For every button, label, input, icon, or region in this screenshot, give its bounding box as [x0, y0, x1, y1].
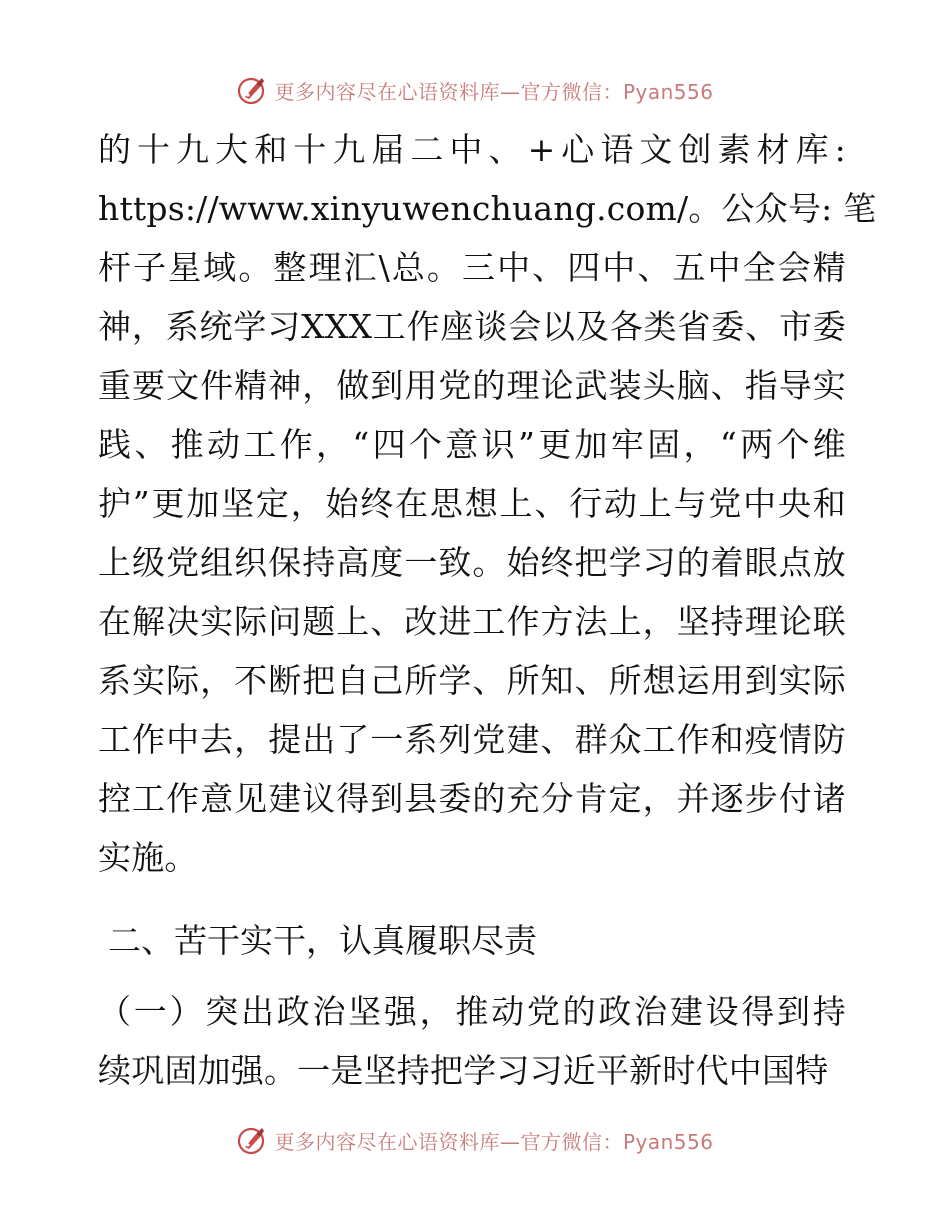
text-line: 护”更加坚定，始终在思想上、行动上与党中央和 [98, 484, 846, 523]
footer-watermark [0, 1120, 950, 1160]
paragraph-1 [98, 120, 877, 887]
text-line: （一）突出政治坚强，推动党的政治建设得到持 [98, 992, 846, 1031]
text-line: 杆子星域。整理汇\总。三中、四中、五中全会精 [98, 248, 846, 287]
watermark-text: 更多内容尽在心语资料库—官方微信：Pyan556 [274, 1129, 714, 1154]
paragraph-2 [98, 982, 858, 1100]
text-line: 神，系统学习XXX工作座谈会以及各类省委、市委 [98, 307, 846, 346]
section-heading-2: 二、苦干实干，认真履职尽责 [108, 921, 537, 960]
header-watermark [0, 70, 950, 110]
text-line: 工作中去，提出了一系列党建、群众工作和疫情防 [98, 720, 846, 759]
text-line: 践、推动工作，“四个意识”更加牢固，“两个维 [98, 425, 846, 464]
text-line: 实施。 [98, 838, 198, 877]
text-line: 控工作意见建议得到县委的充分肯定，并逐步付诸 [98, 779, 846, 818]
text-line: 的十九大和十九届二中、+心语文创素材库: [98, 130, 846, 169]
text-line: 续巩固加强。一是坚持把学习习近平新时代中国特 [98, 1051, 829, 1090]
watermark-text: 更多内容尽在心语资料库—官方微信：Pyan556 [274, 79, 714, 104]
text-line: 重要文件精神，做到用党的理论武装头脑、指导实 [98, 366, 846, 405]
pen-nib-circle-icon [236, 1124, 268, 1156]
text-line: 上级党组织保持高度一致。始终把学习的着眼点放 [98, 543, 846, 582]
text-line: 系实际，不断把自己所学、所知、所想运用到实际 [98, 661, 846, 700]
text-line: https://www.xinyuwenchuang.com/。公众号: 笔 [98, 189, 877, 228]
text-line: 在解决实际问题上、改进工作方法上，坚持理论联 [98, 602, 846, 641]
document-body [98, 120, 877, 1100]
pen-nib-circle-icon [236, 74, 268, 106]
